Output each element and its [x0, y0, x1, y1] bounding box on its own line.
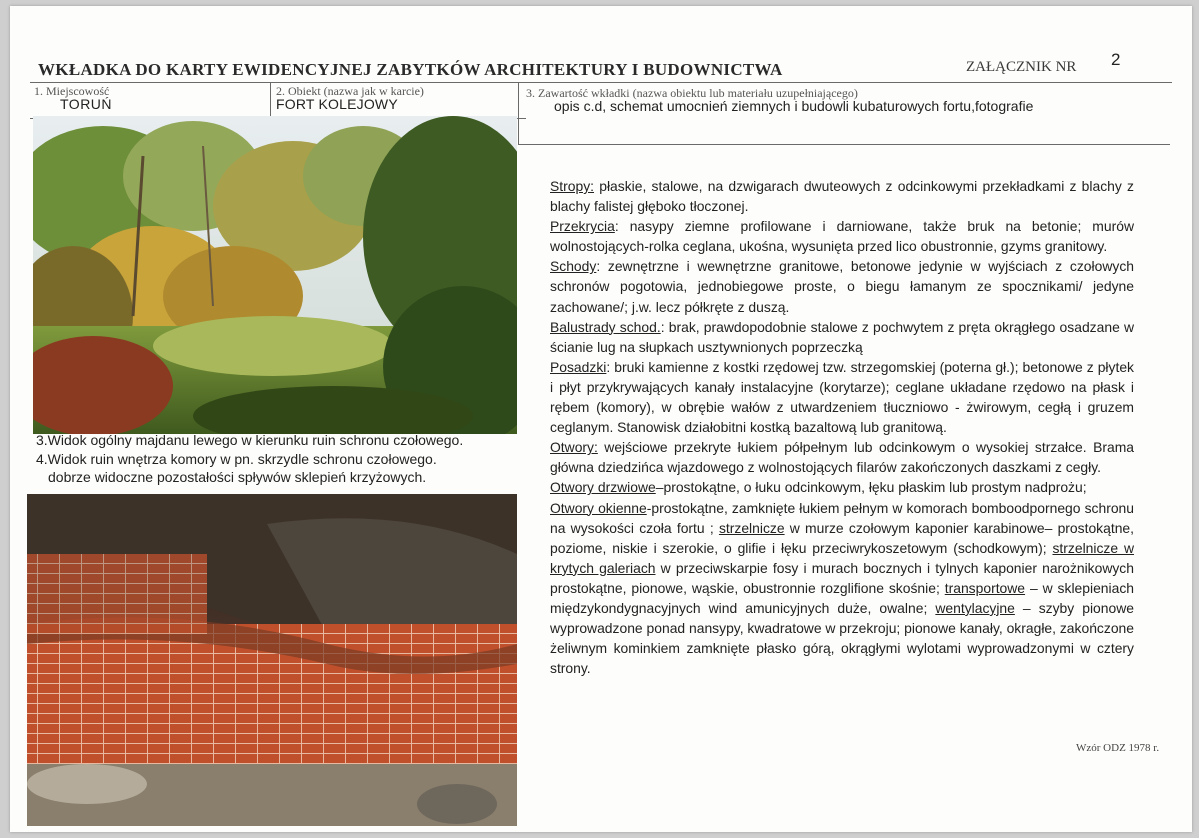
annex-label: ZAŁĄCZNIK NR — [966, 59, 1077, 75]
description-body — [550, 176, 1134, 678]
object-value: FORT KOLEJOWY — [276, 96, 398, 112]
strzelnicze-term: strzelnicze — [718, 519, 785, 536]
przekrycia-paragraph — [550, 216, 1134, 256]
otwory-drzwiowe-paragraph — [550, 477, 1134, 497]
stropy-text: płaskie, stalowe, na dzwigarach dwuteowych z odcinkowymi przekładkami z blachy z blachy falistej głęboko tłoczonej. — [550, 178, 1134, 215]
place-label: 1. Miejscowość — [34, 84, 110, 98]
otwory-paragraph — [550, 437, 1134, 477]
otwory-okienne-term: Otwory okienne — [550, 499, 647, 516]
transportowe-text: – w sklepieniach międzykondygnacyjnych wind amunicyjnych duże, owalne; — [550, 579, 1134, 616]
photo-caption-4: 4.Widok ruin wnętrza komory w pn. skrzydle schronu czołowego. — [36, 451, 437, 467]
photo-caption-3: 3.Widok ogólny majdanu lewego w kierunku ruin schronu czołowego. — [36, 432, 464, 448]
contents-row-rule — [518, 144, 1170, 145]
strzelnicze-galerie-text: w przeciwskarpie fosy i murach bocznych i tylnych kaponier narożnikowych prostokątne, pionowe, wąskie, obustronnie rozglifione skośnie; — [550, 559, 1134, 596]
field-divider-2 — [518, 82, 519, 144]
stropy-term: Stropy: — [550, 178, 595, 194]
otwory-text: wejściowe przekryte łukiem półpełnym lub odcinkowym o wysokiej strzałce. Brama główna dziedzińca wjazdowego z wolnostojących filarów zakończonych daszkami z cegły. — [550, 439, 1134, 476]
transportowe-term: transportowe — [944, 579, 1026, 596]
photo-overgrown-bailey-image — [33, 116, 517, 434]
balustrady-term: Balustrady schod. — [550, 318, 661, 335]
contents-value: opis c.d, schemat umocnień ziemnych i budowli kubaturowych fortu,fotografie — [554, 98, 1034, 114]
wentylacyjne-text: – szyby pionowe wyprowadzone ponad nansypy, kwadratowe w przekroju; pionowe kanały, okragłe, zakończone żeliwnym kominkiem zamknięte płasko górą, okrągłymi wylotami wyprowadzonymi w cztery strony. — [550, 599, 1134, 677]
przekrycia-text: : nasypy ziemne profilowane i darniowane, także bruk na betonie; murów wolnostojących-rolka ceglana, ukośna, wysunięta przed lico obustronnie, gzyms granitowy. — [550, 218, 1134, 255]
otwory-drzwiowe-text: –prostokątne, o łuku odcinkowym, łęku płaskim lub prostym nadprożu; — [655, 479, 1087, 496]
balustrady-text: : brak, prawdopodobnie stalowe z pochwytem z pręta okrągłego osadzane w ścianie lug na słupkach usztywnionych poprzeczką — [550, 318, 1134, 355]
document-sheet — [10, 6, 1192, 832]
strzelnicze-text: w murze czołowym kaponier karabinowe– prostokątne, poziome, niskie i szerokie, o glifie i łęku przeciwrykoszetowym (schodkowym); — [550, 519, 1135, 556]
otwory-drzwiowe-term: Otwory drzwiowe — [550, 479, 656, 496]
annex-number: 2 — [1111, 50, 1121, 69]
schody-text: : zewnętrzne i wewnętrzne granitowe, betonowe jedynie w wyjściach z czołowych schronów pogotowia, jednobiegowe proste, o biegu łamanym ze spocznikami/ jedyne zachowane/; j.w. lecz półkręte z duszą. — [550, 258, 1134, 315]
stropy-paragraph — [550, 176, 1134, 216]
field-divider-1 — [270, 82, 271, 118]
wentylacyjne-term: wentylacyjne — [935, 599, 1015, 616]
posadzki-term: Posadzki — [550, 358, 607, 375]
form-code: Wzór ODZ 1978 r. — [1076, 742, 1160, 754]
schody-paragraph — [550, 256, 1134, 316]
otwory-term: Otwory: — [550, 439, 598, 456]
photo-ruined-chamber-image — [27, 494, 517, 826]
posadzki-text: : bruki kamienne z kostki rzędowej tzw. strzegomskiej (poterna gł.); betonowe z płytek i płyt przykrywających kanały instalacyjne (korytarze); ceglane układane rzędowo na płask i rębem (komory), w obrębie wałów z utwardzeniem tłuczniowo - żwirowym, cegłą i gruzem ceglanym. Stanowisk działobitni kostką bazaltową lub granitową. — [550, 358, 1134, 436]
posadzki-paragraph — [550, 357, 1134, 437]
place-value: TORUŃ — [60, 96, 113, 112]
schody-term: Schody — [550, 258, 597, 275]
photo-caption-4-continued: dobrze widoczne pozostałości spływów sklepień krzyżowych. — [48, 469, 427, 485]
strzelnicze-galerie-term: strzelnicze w krytych galeriach — [550, 539, 1134, 576]
document-title: WKŁADKA DO KARTY EWIDENCYJNEJ ZABYTKÓW ARCHITEKTURY I BUDOWNICTWA — [38, 60, 783, 79]
otwory-okienne-text: -prostokątne, zamknięte łukiem pełnym w komorach bomboodpornego schronu na wysokości czoła fortu ; — [550, 499, 1134, 536]
photo-overgrown-bailey — [33, 116, 517, 434]
contents-label: 3. Zawartość wkładki (nazwa obiektu lub materiału uzupełniającego) — [526, 86, 858, 100]
header-rule — [30, 82, 1172, 83]
object-label: 2. Obiekt (nazwa jak w karcie) — [276, 84, 424, 98]
otwory-okienne-paragraph — [550, 498, 1134, 679]
photo-ruined-chamber — [27, 494, 517, 826]
przekrycia-term: Przekrycia — [550, 218, 615, 235]
balustrady-paragraph — [550, 317, 1134, 357]
